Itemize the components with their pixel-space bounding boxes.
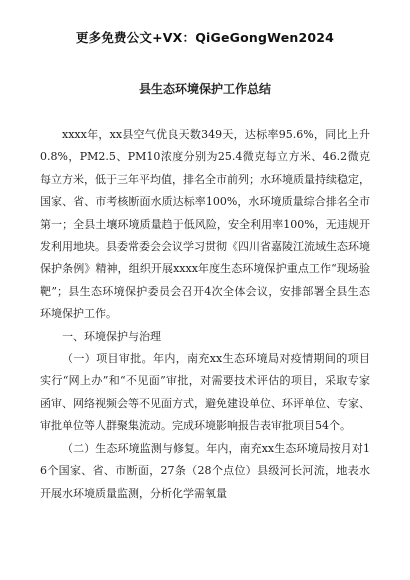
paragraph-intro: xxxx年，xx县空气优良天数349天，达标率95.6%，同比上升0.8%，PM2.5、PM10浓度分别为25.4微克每立方米、46.2微克每立方米，低于三年平均值，排名全市前列；水环境质量持续稳定，国家、省、市考核断面水质达标率100%，水环境质量综合排名全市第一；全县土壤环境质量趋于低风险，安全利用率100%，无违规开发利用地块。县委常委会会议学习贯彻《四川省嘉陵江流域生态环境保护条例》精神，组织开展xxxx年度生态环境保护重点工作“现场验靶”；县生态环境保护委员会召开4次全体会议，安排部署全县生态环境保护工作。 <box>40 128 370 321</box>
paragraph-monitoring: （二）生态环境监测与修复。年内，南充xx生态环境局按月对16个国家、省、市断面，27条（28个点位）县级河长河流，地表水开展水环境质量监测，分析化学需氧量 <box>40 441 370 500</box>
paragraph-project-approval: （一）项目审批。年内，南充xx生态环境局对疫情期间的项目实行“网上办”和“不见面”审批，对需要技术评估的项目，采取专家函审、网络视频会等不见面方式，避免建设单位、环评单位、专家、审批单位等人群聚集流动。完成环境影响报告表审批项目54个。 <box>40 352 370 433</box>
document-title: 县生态环境保护工作总结 <box>138 82 271 96</box>
section-heading: 一、环境保护与治理 <box>62 329 161 343</box>
promo-header: 更多免费公文+VX：QiGeGongWen2024 <box>75 30 335 45</box>
document-body <box>40 124 370 505</box>
